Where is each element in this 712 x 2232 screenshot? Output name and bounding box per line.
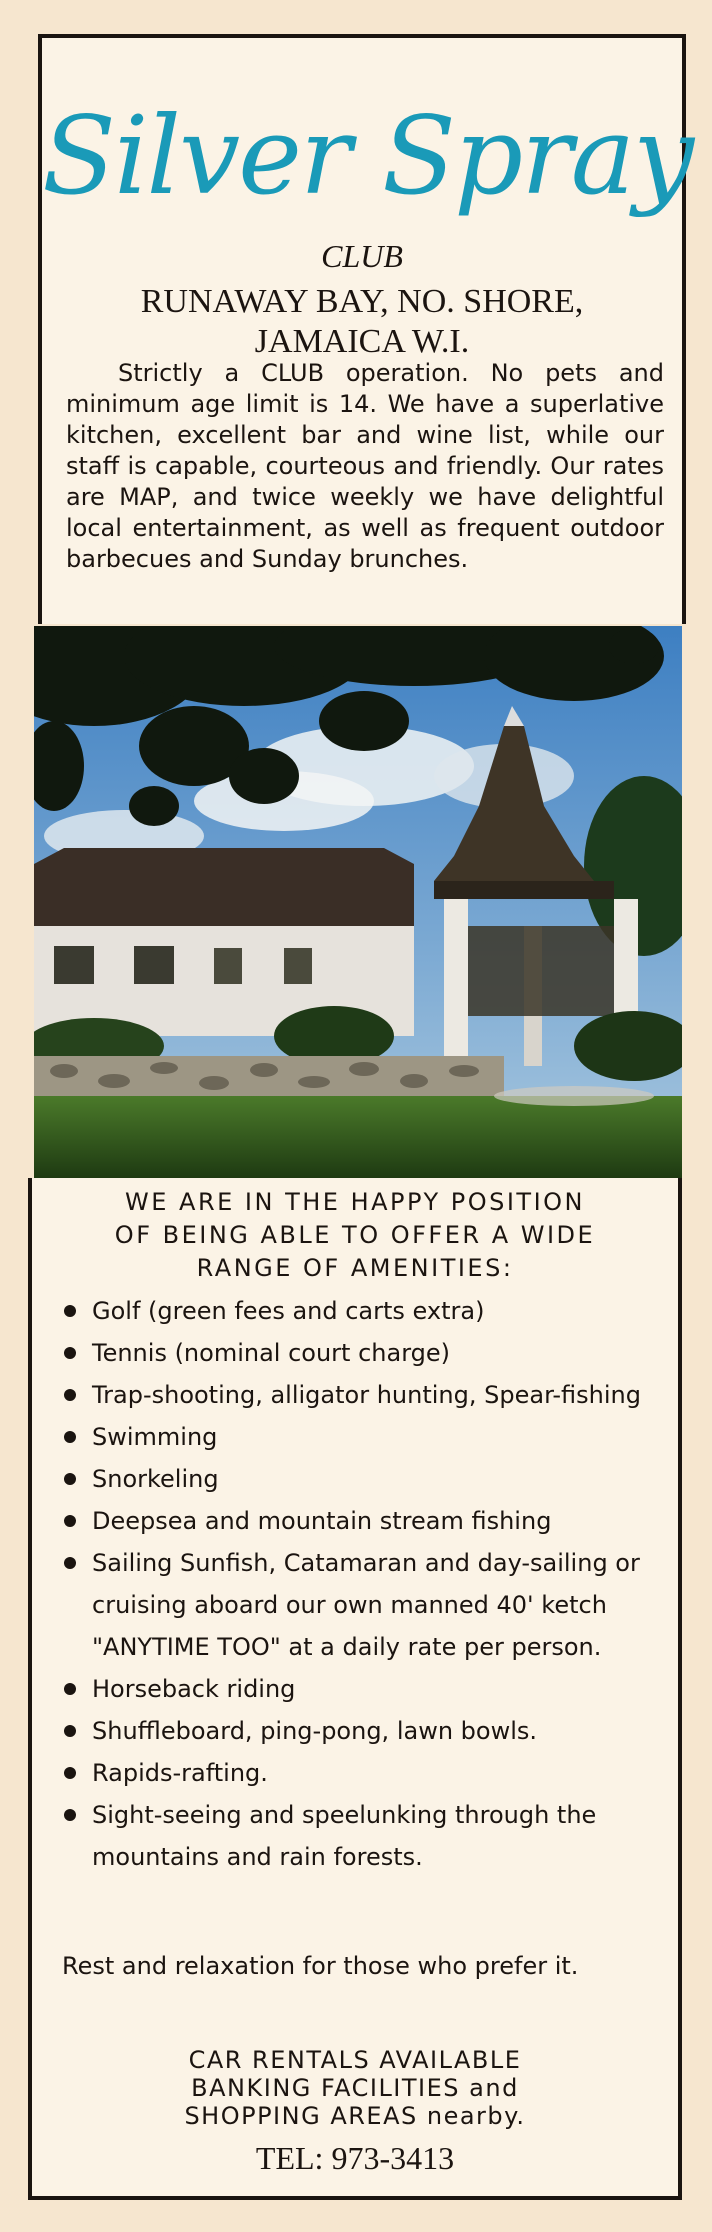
club-label: CLUB (321, 238, 403, 274)
amenity-snorkeling: Snorkeling (62, 1458, 654, 1500)
intro-text: Strictly a CLUB operation. No pets and minimum age limit is 14. We have a superlative kitchen, excellent bar and wine list, while our staff is capable, courteous and friendly. Our rates are MAP, and twice weekly we have delightful local entertainment, as well as frequent outdoor barbecues and Sunday brunches. (66, 359, 664, 573)
amenity-trap-shooting: Trap-shooting, alligator hunting, Spear-fishing (62, 1374, 654, 1416)
upper-text-box (38, 34, 693, 624)
rest-and-relaxation: Rest and relaxation for those who prefer it. (62, 1952, 579, 1980)
resort-photo-illustration (34, 626, 682, 1178)
amenity-sailing: Sailing Sunfish, Catamaran and day-sailing or cruising aboard our own manned 40' ketch "ANYTIME TOO" at a daily rate per person. (62, 1542, 654, 1668)
amenity-horseback: Horseback riding (62, 1668, 654, 1710)
address (42, 282, 682, 362)
amenities-list (62, 1290, 654, 1878)
heading-line-2: OF BEING ABLE TO OFFER A WIDE (114, 1221, 596, 1249)
amenity-fishing: Deepsea and mountain stream fishing (62, 1500, 654, 1542)
amenity-sightseeing: Sight-seeing and speelunking through the mountains and rain forests. (62, 1794, 654, 1878)
silver-spray-logo: Silver Spray (42, 94, 693, 219)
address-line-2: JAMAICA W.I. (254, 323, 470, 360)
resort-photo (34, 626, 682, 1178)
amenity-rafting: Rapids-rafting. (62, 1752, 654, 1794)
facilities-line-3: SHOPPING AREAS nearby. (184, 2102, 526, 2130)
heading-line-1: WE ARE IN THE HAPPY POSITION (125, 1188, 585, 1216)
telephone: TEL: 973-3413 (255, 2140, 455, 2176)
facilities-line-2: BANKING FACILITIES and (191, 2074, 519, 2102)
amenity-tennis: Tennis (nominal court charge) (62, 1332, 654, 1374)
heading-line-3: RANGE OF AMENITIES: (196, 1254, 514, 1282)
amenity-golf: Golf (green fees and carts extra) (62, 1290, 654, 1332)
intro-paragraph (66, 358, 664, 575)
lower-text-box (28, 1178, 682, 2200)
address-line-1: RUNAWAY BAY, NO. SHORE, (140, 283, 584, 320)
facilities-line-1: CAR RENTALS AVAILABLE (188, 2046, 522, 2074)
amenity-swimming: Swimming (62, 1416, 654, 1458)
amenity-shuffleboard: Shuffleboard, ping-pong, lawn bowls. (62, 1710, 654, 1752)
facilities (32, 2046, 678, 2130)
amenities-heading (32, 1186, 678, 1285)
